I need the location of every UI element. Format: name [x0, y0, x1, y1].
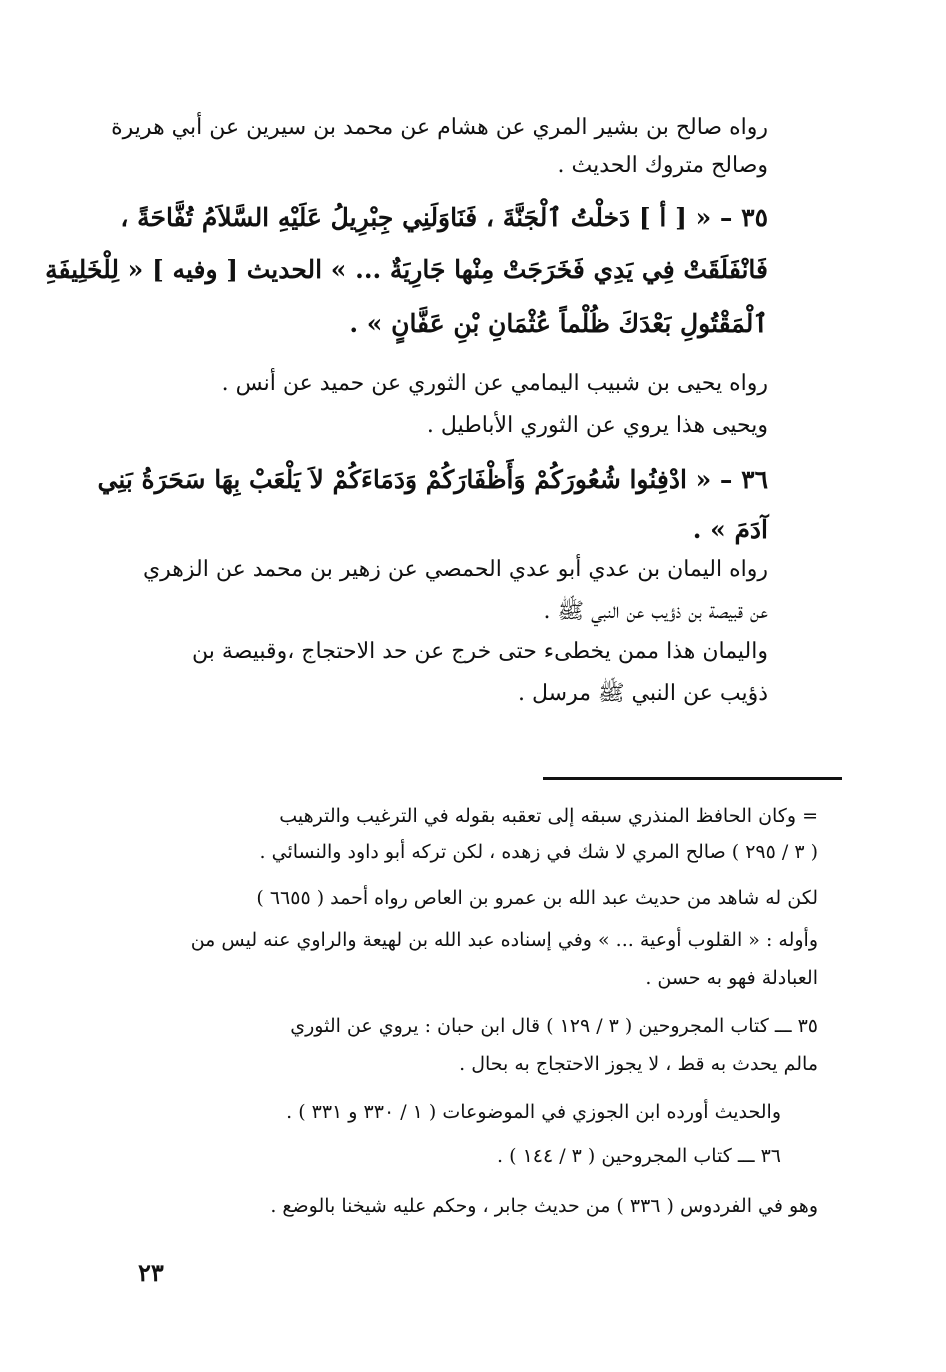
hadith-line: ٱلْمَقْتُولِ بَعْدَكَ ظُلْماً عُثْمَانِ بْنِ عَفَّانٍ » .: [349, 309, 768, 338]
footnote-line: = وكان الحافظ المنذري سبقه إلى تعقبه بقوله في الترغيب والترهيب: [279, 805, 818, 827]
narration-line: عن قبيصة بن ذؤيب عن النبي ﷺ .: [543, 599, 768, 624]
footnote-line: مالم يحدث به قط ، لا يجوز الاحتجاج به بحال .: [459, 1053, 818, 1075]
narration-line: ويحيى هذا يروي عن الثوري الأباطيل .: [426, 413, 768, 438]
hadith-line: ٣٥ – « [ أ ] دَخلْتُ ٱلْجَنَّةَ ، فَنَاوَلَنِي جِبْرِيلُ عَلَيْهِ السَّلاَمُ تُفَّاحَةً ،: [120, 203, 768, 232]
footnote-line: ( ٣ / ٢٩٥ ) صالح المري لا شك في زهده ، لكن تركه أبو داود والنسائي .: [259, 841, 818, 863]
narration-line: رواه اليمان بن عدي أبو عدي الحمصي عن زهير بن محمد عن الزهري: [142, 557, 768, 582]
footnote-separator: [543, 777, 842, 780]
footnote-line: لكن له شاهد من حديث عبد الله بن عمرو بن العاص رواه أحمد ( ٦٦٥٥ ): [256, 887, 818, 909]
narration-line: رواه صالح بن بشير المري عن هشام عن محمد بن سيرين عن أبي هريرة: [111, 115, 768, 140]
footnote-line: ٣٦ ـــ كتاب المجروحين ( ٣ / ١٤٤ ) .: [497, 1145, 781, 1167]
narration-line: وصالح متروك الحديث .: [557, 153, 768, 178]
narration-line: رواه يحيى بن شبيب اليمامي عن الثوري عن حميد عن أنس .: [221, 371, 768, 396]
hadith-line: آدَمَ » .: [692, 515, 768, 544]
page-number: ٢٣: [138, 1258, 164, 1287]
footnote-line: والحديث أورده ابن الجوزي في الموضوعات ( ١ / ٣٣٠ و ٣٣١ ) .: [286, 1101, 781, 1123]
footnote-line: العبادلة فهو به حسن .: [645, 967, 818, 989]
narration-line: واليمان هذا ممن يخطىء حتى خرج عن حد الاحتجاج ،وقبيصة بن: [192, 639, 768, 664]
hadith-line: فَانْفَلَقَتْ فِي يَدِي فَخَرَجَتْ مِنْها جَارِيَةٌ ... » الحديث [ وفيه ] « لِلْخَلِيفَةِ: [45, 255, 768, 284]
footnote-line: وأوله : « القلوب أوعية ... » وفي إسناده عبد الله بن لهيعة والراوي عنه ليس من: [190, 929, 818, 951]
narration-line: ذؤيب عن النبي ﷺ مرسل .: [517, 681, 768, 706]
footnote-line: ٣٥ ـــ كتاب المجروحين ( ٣ / ١٢٩ ) قال ابن حبان : يروي عن الثوري: [290, 1015, 818, 1037]
hadith-line: ٣٦ – « ادْفِنُوا شُعُورَكُمْ وَأَظْفَارَكُمْ وَدَمَاءَكُمْ لاَ يَلْعَبْ بِهَا سَحَرَةُ بَنِي: [97, 465, 768, 494]
footnote-line: وهو في الفردوس ( ٣٣٦ ) من حديث جابر ، وحكم عليه شيخنا بالوضع .: [270, 1195, 818, 1217]
